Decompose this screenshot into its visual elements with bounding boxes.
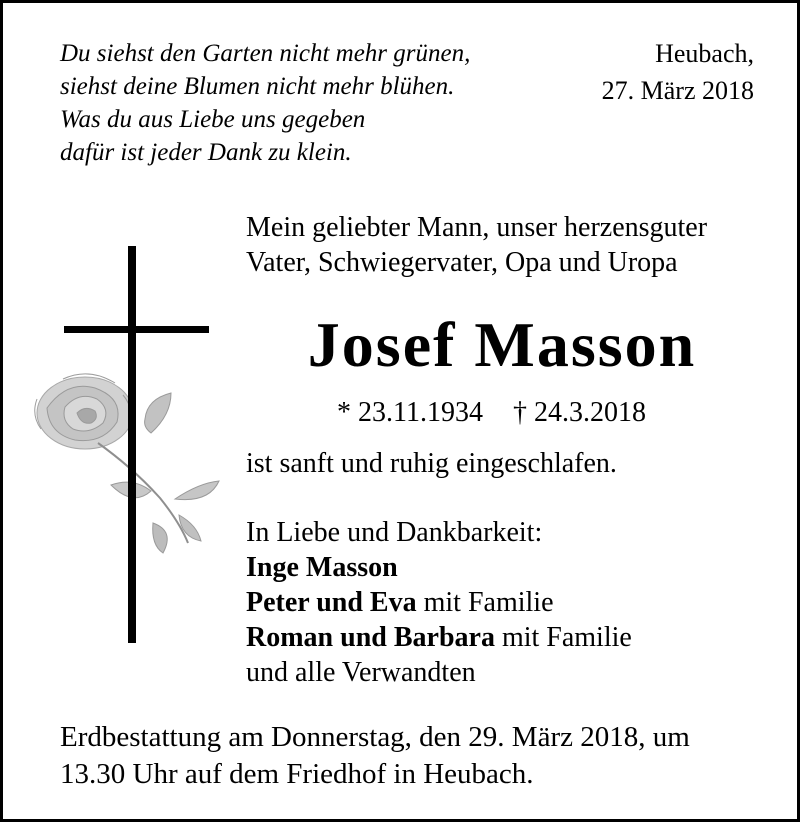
mourners-heading: In Liebe und Dankbarkeit: xyxy=(246,517,543,548)
place: Heubach, xyxy=(655,39,754,68)
poem-line: Du siehst den Garten nicht mehr grünen, xyxy=(60,40,471,67)
funeral-line: Erdbestattung am Donnerstag, den 29. März 2018, um xyxy=(60,721,690,753)
mourners-list xyxy=(246,515,632,690)
mourner-suffix: mit Familie xyxy=(416,587,554,618)
mourner-row xyxy=(246,550,632,585)
birth-date: * 23.11.1934 xyxy=(337,397,483,428)
deceased-name: Josef Masson xyxy=(307,309,697,380)
notice-date: 27. März 2018 xyxy=(601,76,754,105)
place-and-date xyxy=(602,35,754,109)
passing-text: ist sanft und ruhig eingeschlafen. xyxy=(246,448,617,479)
mourner-name: Roman und Barbara xyxy=(246,622,495,653)
life-dates xyxy=(337,395,646,431)
poem-line: dafür ist jeder Dank zu klein. xyxy=(60,139,352,166)
intro-line: Mein geliebter Mann, unser herzensguter xyxy=(246,212,708,243)
funeral-info xyxy=(60,719,690,793)
mourner-name: Peter und Eva xyxy=(246,587,417,618)
intro-line: Vater, Schwiegervater, Opa und Uropa xyxy=(246,247,678,278)
mourners-closing: und alle Verwandten xyxy=(246,657,476,688)
death-date: † 24.3.2018 xyxy=(512,397,646,428)
mourner-suffix: mit Familie xyxy=(494,622,632,653)
mourner-name: Inge Masson xyxy=(246,552,398,583)
poem-line: siehst deine Blumen nicht mehr blühen. xyxy=(60,73,455,100)
mourner-row xyxy=(246,585,632,620)
intro-text xyxy=(246,210,707,280)
mourner-row xyxy=(246,620,632,655)
funeral-line: 13.30 Uhr auf dem Friedhof in Heubach. xyxy=(60,758,534,790)
rose-icon xyxy=(35,374,219,553)
poem-line: Was du aus Liebe uns gegeben xyxy=(60,106,366,133)
